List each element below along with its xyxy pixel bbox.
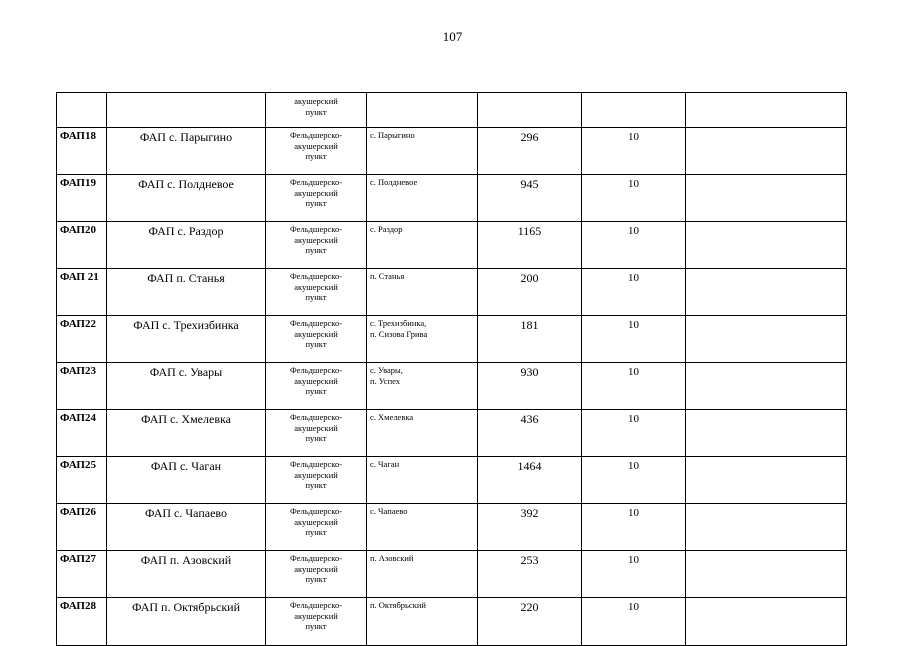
- table-row: [57, 598, 847, 646]
- table-row: [57, 175, 847, 222]
- population-cell: 436: [478, 410, 582, 457]
- value-cell: 10: [582, 598, 686, 646]
- facility-type-line: пункт: [305, 527, 327, 537]
- table-row: [57, 504, 847, 551]
- facility-type-cell: [266, 128, 367, 175]
- facility-type-line: Фельдшерско-: [289, 365, 343, 375]
- facility-code: ФАП27: [57, 551, 107, 598]
- facility-type-cell: [266, 551, 367, 598]
- value-cell: 10: [582, 551, 686, 598]
- population-cell: 220: [478, 598, 582, 646]
- settlement-cell: [367, 93, 478, 128]
- facility-type-line: пункт: [305, 339, 327, 349]
- facility-type-line: пункт: [305, 621, 327, 631]
- population-cell: 296: [478, 128, 582, 175]
- facility-type-cell: [266, 598, 367, 646]
- facility-type-line: Фельдшерско-: [289, 224, 343, 234]
- notes-cell: [686, 598, 847, 646]
- settlement-cell: [367, 316, 478, 363]
- notes-cell: [686, 175, 847, 222]
- settlement-cell: [367, 457, 478, 504]
- value-cell: 10: [582, 363, 686, 410]
- settlement-cell: [367, 222, 478, 269]
- facility-type-line: акушерский: [294, 140, 338, 151]
- population-cell: 1165: [478, 222, 582, 269]
- notes-cell: [686, 457, 847, 504]
- table-row: [57, 363, 847, 410]
- facility-type-line: пункт: [305, 292, 327, 302]
- population-cell: [478, 93, 582, 128]
- table-row: [57, 128, 847, 175]
- facility-type-line: Фельдшерско-: [289, 177, 343, 187]
- facility-type-cell: [266, 457, 367, 504]
- table-row: [57, 269, 847, 316]
- notes-cell: [686, 363, 847, 410]
- notes-cell: [686, 128, 847, 175]
- facility-type-line: пункт: [305, 245, 327, 255]
- facility-type-cell: [266, 93, 367, 128]
- settlement-line: п. Азовский: [370, 553, 414, 563]
- facility-type-line: Фельдшерско-: [289, 506, 343, 516]
- facility-code: ФАП23: [57, 363, 107, 410]
- value-cell: 10: [582, 457, 686, 504]
- facility-type-line: акушерский: [294, 281, 338, 292]
- facility-type-cell: [266, 222, 367, 269]
- facility-code: ФАП22: [57, 316, 107, 363]
- table-row: [57, 457, 847, 504]
- facility-name: ФАП с. Увары: [107, 363, 266, 410]
- table-row: [57, 551, 847, 598]
- facility-type-line: акушерский: [294, 328, 338, 339]
- name-cell: [107, 93, 266, 128]
- code-cell: [57, 93, 107, 128]
- facility-type-line: Фельдшерско-: [289, 459, 343, 469]
- facility-name: ФАП с. Полдневое: [107, 175, 266, 222]
- facility-type-line: пункт: [305, 198, 327, 208]
- settlement-cell: [367, 175, 478, 222]
- notes-cell: [686, 269, 847, 316]
- facility-type-line: Фельдшерско-: [289, 412, 343, 422]
- value-cell: 10: [582, 128, 686, 175]
- facility-name: ФАП с. Раздор: [107, 222, 266, 269]
- facility-code: ФАП28: [57, 598, 107, 646]
- facilities-table: [56, 92, 847, 646]
- table-row: [57, 316, 847, 363]
- facility-code: ФАП 21: [57, 269, 107, 316]
- settlement-line: с. Чаган: [370, 459, 400, 469]
- facility-type-line: пункт: [305, 480, 327, 490]
- facility-code: ФАП19: [57, 175, 107, 222]
- settlement-cell: [367, 269, 478, 316]
- facility-type-line: акушерский: [294, 234, 338, 245]
- facility-type-line: Фельдшерско-: [289, 600, 343, 610]
- facility-type-line: акушерский: [294, 422, 338, 433]
- settlement-line: п. Успех: [370, 376, 401, 386]
- facility-name: ФАП п. Станья: [107, 269, 266, 316]
- value-cell: 10: [582, 410, 686, 457]
- population-cell: 181: [478, 316, 582, 363]
- settlement-cell: [367, 504, 478, 551]
- notes-cell: [686, 551, 847, 598]
- facility-code: ФАП26: [57, 504, 107, 551]
- value-cell: 10: [582, 222, 686, 269]
- facility-type-cell: [266, 504, 367, 551]
- facility-type-line: акушерский: [294, 610, 338, 621]
- facility-code: ФАП20: [57, 222, 107, 269]
- population-cell: 945: [478, 175, 582, 222]
- value-cell: 10: [582, 269, 686, 316]
- facility-type-cell: [266, 316, 367, 363]
- table-row-continued: [57, 93, 847, 128]
- facility-type-cell: [266, 363, 367, 410]
- settlement-line: п. Октябрьский: [370, 600, 426, 610]
- facility-type-line: Фельдшерско-: [289, 318, 343, 328]
- value-cell: 10: [582, 316, 686, 363]
- facility-type-line: акушерский: [294, 375, 338, 386]
- facility-code: ФАП25: [57, 457, 107, 504]
- facility-type-line: акушерский: [294, 469, 338, 480]
- facility-code: ФАП18: [57, 128, 107, 175]
- facility-type-line: пункт: [305, 574, 327, 584]
- population-cell: 1464: [478, 457, 582, 504]
- population-cell: 930: [478, 363, 582, 410]
- notes-cell: [686, 410, 847, 457]
- page-number: 107: [442, 29, 463, 44]
- value-cell: 10: [582, 175, 686, 222]
- settlement-cell: [367, 363, 478, 410]
- facility-name: ФАП п. Азовский: [107, 551, 266, 598]
- facility-type-line: пункт: [305, 106, 327, 117]
- settlement-cell: [367, 551, 478, 598]
- notes-cell: [686, 504, 847, 551]
- facility-type-line: акушерский: [294, 516, 338, 527]
- facility-type-line: пункт: [305, 151, 327, 161]
- facility-name: ФАП с. Трехизбинка: [107, 316, 266, 363]
- facility-type-line: пункт: [305, 433, 327, 443]
- facility-type-line: Фельдшерско-: [289, 553, 343, 563]
- notes-cell: [686, 93, 847, 128]
- facility-name: ФАП п. Октябрьский: [107, 598, 266, 646]
- settlement-cell: [367, 410, 478, 457]
- facility-type-line: пункт: [305, 386, 327, 396]
- settlement-line: с. Трехизбинка,: [370, 318, 427, 328]
- facility-type-cell: [266, 410, 367, 457]
- population-cell: 392: [478, 504, 582, 551]
- facility-type-line: акушерский: [294, 96, 338, 106]
- facility-name: ФАП с. Парыгино: [107, 128, 266, 175]
- population-cell: 253: [478, 551, 582, 598]
- table-row: [57, 410, 847, 457]
- facility-type-cell: [266, 175, 367, 222]
- facility-name: ФАП с. Чапаево: [107, 504, 266, 551]
- settlement-line: с. Полдневое: [370, 177, 418, 187]
- notes-cell: [686, 222, 847, 269]
- facility-type-line: акушерский: [294, 187, 338, 198]
- facility-code: ФАП24: [57, 410, 107, 457]
- notes-cell: [686, 316, 847, 363]
- settlement-line: с. Хмелевка: [370, 412, 414, 422]
- settlement-line: п. Сизова Грива: [370, 329, 428, 339]
- population-cell: 200: [478, 269, 582, 316]
- table-row: [57, 222, 847, 269]
- facility-type-line: акушерский: [294, 563, 338, 574]
- value-cell: 10: [582, 504, 686, 551]
- settlement-line: с. Увары,: [370, 365, 403, 375]
- facility-type-line: Фельдшерско-: [289, 130, 343, 140]
- value-cell: [582, 93, 686, 128]
- settlement-line: с. Парыгино: [370, 130, 415, 140]
- facility-name: ФАП с. Хмелевка: [107, 410, 266, 457]
- settlement-line: с. Раздор: [370, 224, 403, 234]
- facility-name: ФАП с. Чаган: [107, 457, 266, 504]
- settlement-line: п. Станья: [370, 271, 405, 281]
- settlement-line: с. Чапаево: [370, 506, 408, 516]
- settlement-cell: [367, 128, 478, 175]
- facility-type-cell: [266, 269, 367, 316]
- settlement-cell: [367, 598, 478, 646]
- facility-type-line: Фельдшерско-: [289, 271, 343, 281]
